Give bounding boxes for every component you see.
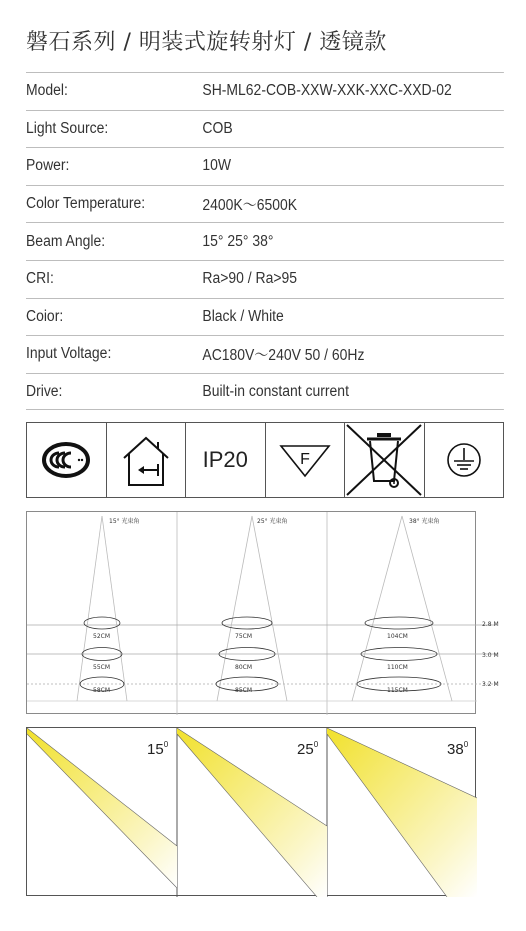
- diameter-label: 75CM: [235, 633, 253, 640]
- light-spread-panels: [26, 727, 476, 896]
- diameter-label: 58CM: [93, 687, 111, 694]
- spec-row-model: [26, 72, 504, 110]
- light-panel-38: [327, 728, 477, 897]
- panel-degree: 0: [163, 740, 169, 749]
- weee-crossed-bin-icon: [345, 423, 425, 497]
- spec-row-drive: [26, 373, 504, 411]
- ground-earth-icon: [425, 423, 504, 497]
- distance-label: 3.2 M: [482, 681, 499, 688]
- ip20-rating: [186, 423, 266, 497]
- beam-angle-label-38: 38° 光束角: [409, 518, 440, 525]
- spec-value: 2400K～6500K: [202, 197, 298, 215]
- spec-value: Ra>90 / Ra>95: [202, 270, 298, 288]
- spec-label: Input Voltage:: [26, 345, 112, 363]
- spec-label: Power:: [26, 157, 70, 175]
- light-panel-15: [27, 728, 177, 888]
- spec-value: SH-ML62-COB-XXW-XXK-XXC-XXD-02: [202, 82, 452, 100]
- page-title: 磐石系列 / 明装式旋转射灯 / 透镜款: [26, 30, 387, 55]
- beam-diameter-diagram: [26, 511, 499, 714]
- spec-row-input-voltage: [26, 335, 504, 373]
- panel-angle: 15: [147, 741, 164, 758]
- diameter-label: 115CM: [387, 687, 408, 694]
- spec-label: Model:: [26, 82, 68, 100]
- panel-angle: 38: [447, 741, 464, 758]
- spec-value: AC180V～240V 50 / 60Hz: [202, 347, 365, 365]
- spec-row-power: [26, 147, 504, 185]
- diameter-label: 104CM: [387, 633, 408, 640]
- beam-angle-label-15: 15° 光束角: [109, 518, 140, 525]
- panel-degree: 0: [463, 740, 469, 749]
- certification-icon-strip: [26, 422, 504, 498]
- spec-value: Black / White: [202, 307, 284, 325]
- svg-text:380: [447, 740, 469, 758]
- svg-text:150: [147, 740, 169, 758]
- ccc-certification-icon: [27, 423, 107, 497]
- ip20-label: IP20: [202, 447, 248, 472]
- panel-degree: 0: [313, 740, 319, 749]
- svg-text:250: [297, 740, 319, 758]
- spec-table: [26, 72, 504, 410]
- spec-label: Coior:: [26, 307, 64, 325]
- spec-label: CRI:: [26, 270, 54, 288]
- diameter-label: 80CM: [235, 664, 253, 671]
- spec-label: Color Temperature:: [26, 195, 146, 213]
- distance-label: 3.0 M: [482, 652, 499, 659]
- diameter-label: 55CM: [93, 664, 111, 671]
- spec-row-color-temperature: [26, 185, 504, 223]
- spec-value: 15° 25° 38°: [202, 232, 274, 250]
- spec-row-beam-angle: [26, 222, 504, 260]
- light-panel-25: [177, 728, 327, 897]
- spec-row-light-source: [26, 110, 504, 148]
- f-mark-letter: F: [299, 451, 310, 468]
- spec-row-color: [26, 298, 504, 336]
- spec-value: COB: [202, 119, 233, 137]
- diameter-label: 110CM: [387, 664, 408, 671]
- diameter-label: 52CM: [93, 633, 111, 640]
- spec-label: Light Source:: [26, 119, 109, 137]
- spec-label: Beam Angle:: [26, 232, 106, 250]
- diameter-label: 85CM: [235, 687, 253, 694]
- spec-label: Drive:: [26, 382, 63, 400]
- distance-label: 2.8 M: [482, 621, 499, 628]
- f-mark-icon: [266, 423, 346, 497]
- beam-angle-label-25: 25° 光束角: [257, 518, 288, 525]
- panel-angle: 25: [297, 741, 314, 758]
- spec-value: 10W: [202, 157, 232, 175]
- spec-value: Built-in constant current: [202, 382, 349, 400]
- indoor-use-icon: [107, 423, 187, 497]
- spec-row-cri: [26, 260, 504, 298]
